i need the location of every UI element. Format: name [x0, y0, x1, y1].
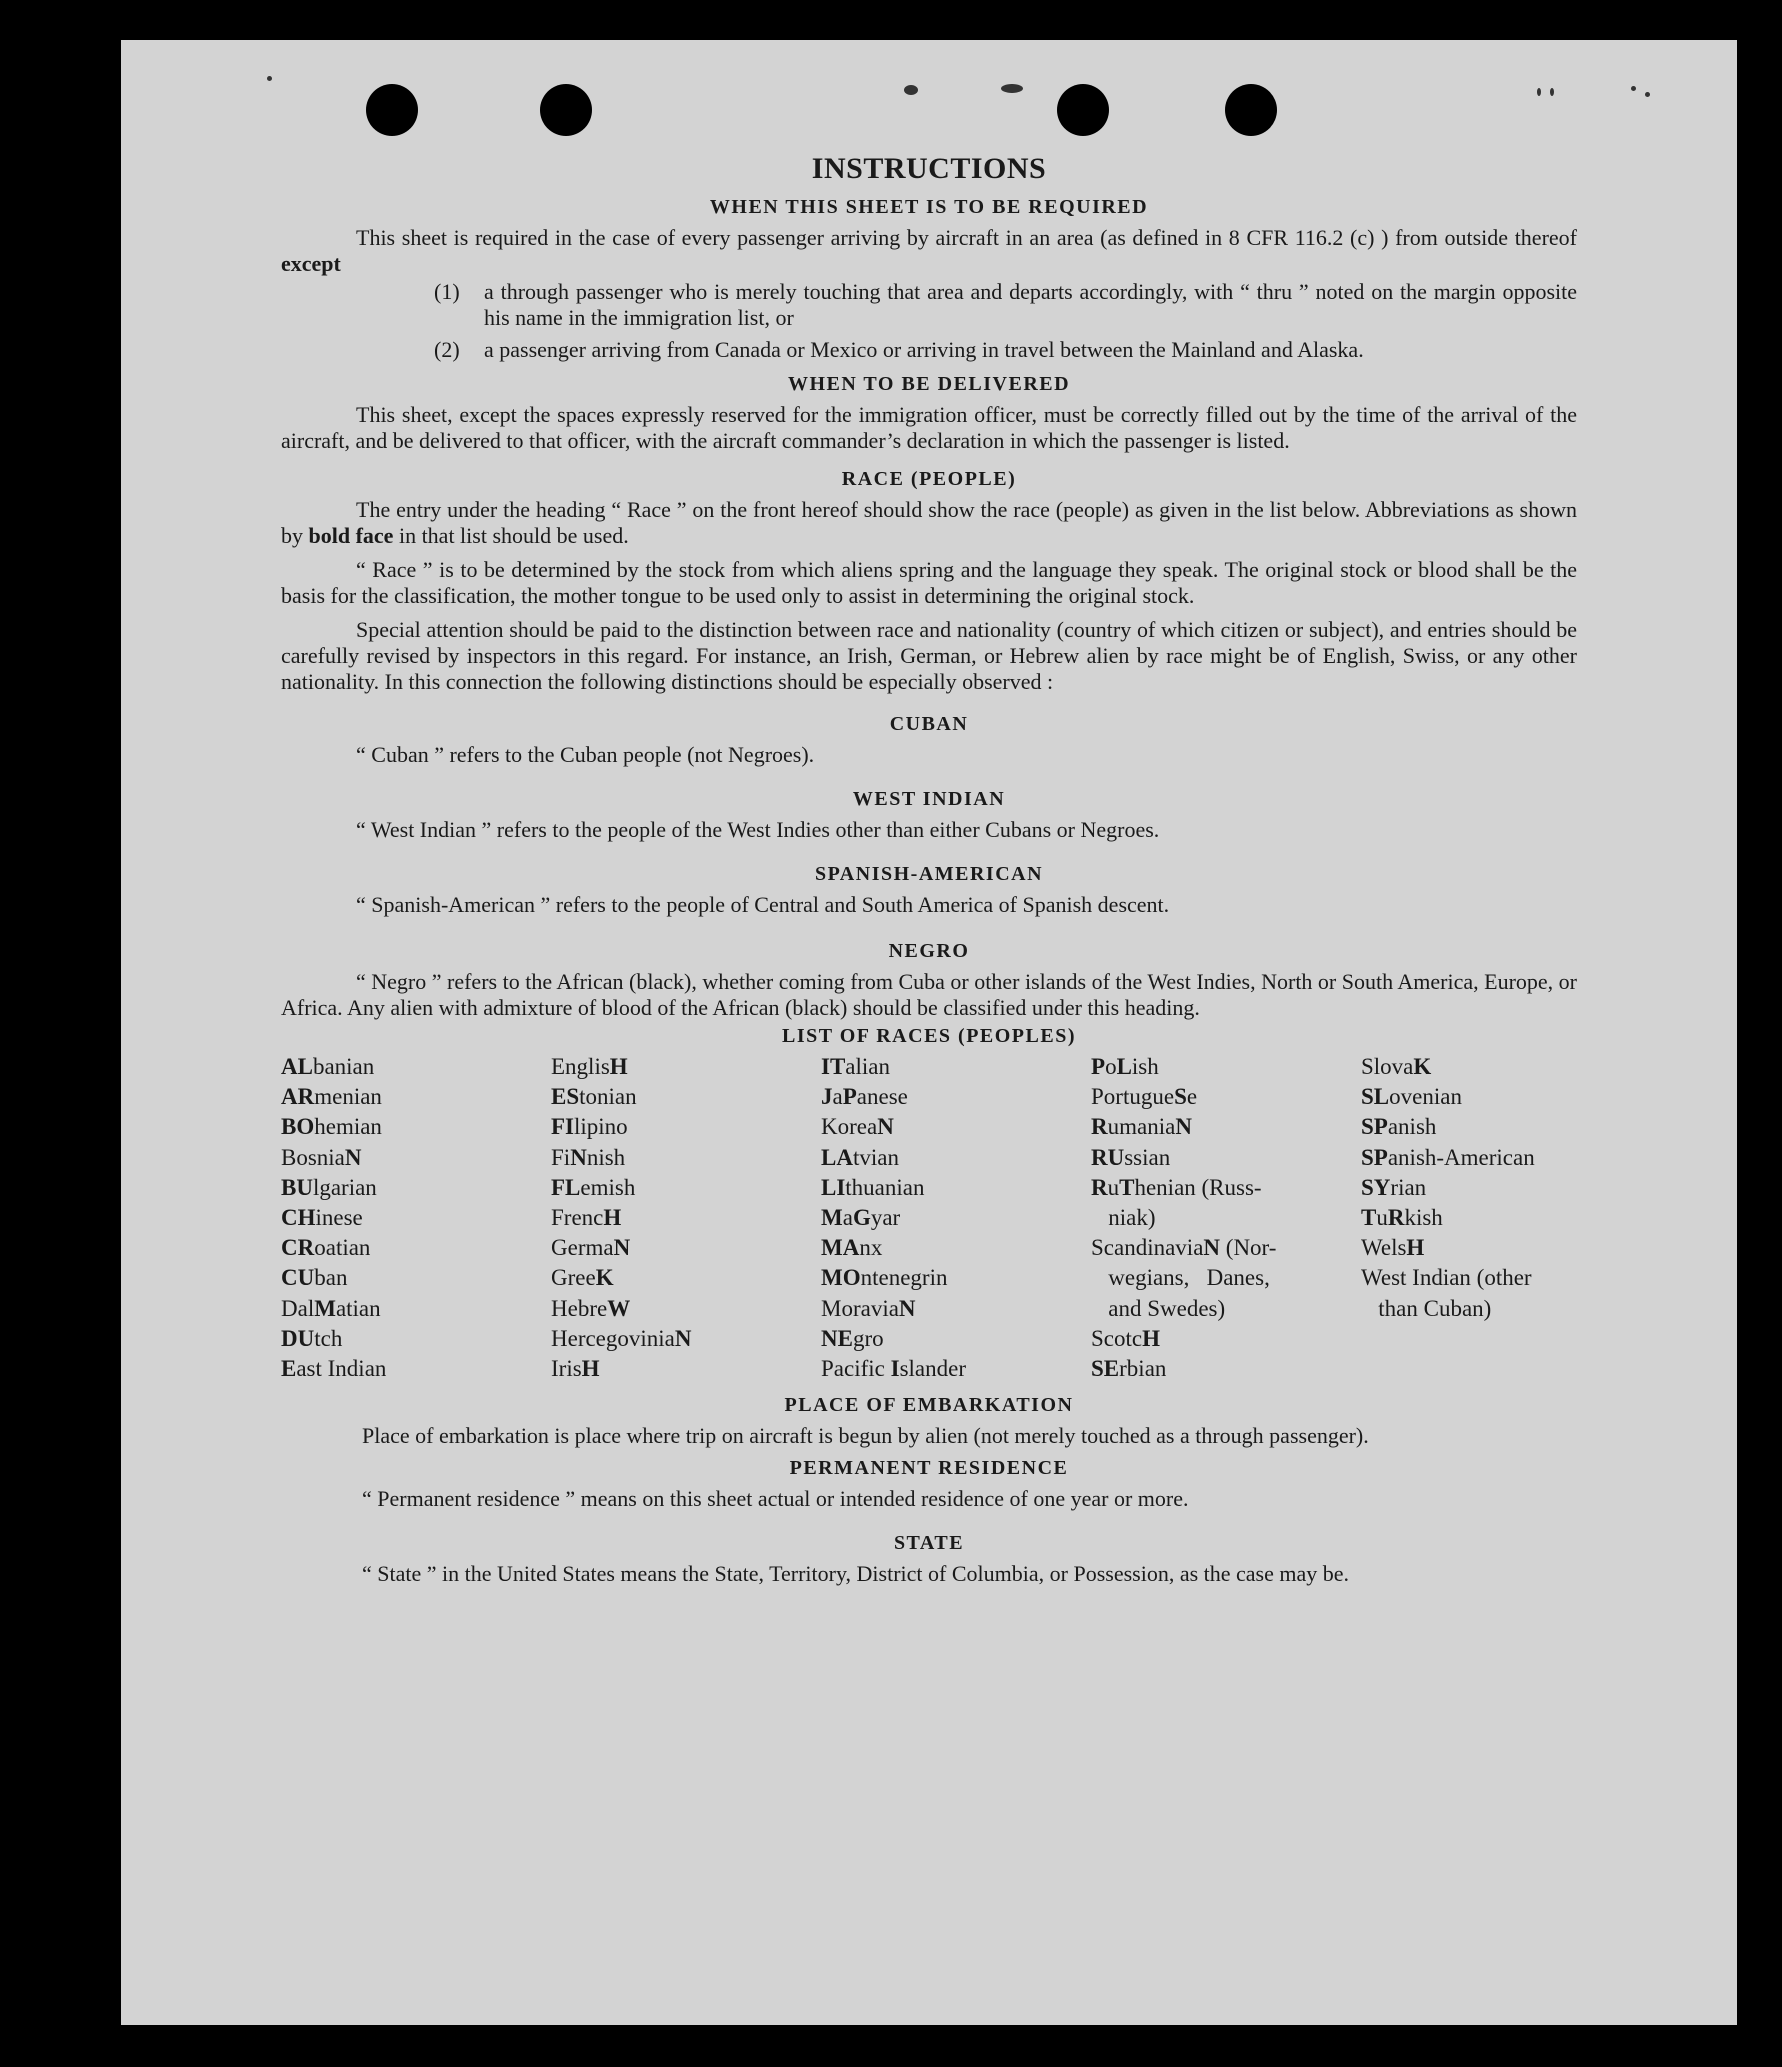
race-entry — [551, 1203, 821, 1233]
race-entry-part: I — [890, 1356, 900, 1382]
race-entry — [1091, 1324, 1361, 1354]
race-entry-part: N — [613, 1235, 631, 1261]
race-entry-part: ssian — [1124, 1144, 1171, 1170]
race-entry-part: CU — [281, 1265, 315, 1291]
race-entry — [1091, 1082, 1361, 1112]
race-entry-part: lipino — [574, 1114, 628, 1140]
race-entry-part: MA — [821, 1235, 860, 1261]
race-entry-part: CR — [281, 1235, 315, 1261]
race-entry — [551, 1173, 821, 1203]
race-entry-part: DU — [281, 1325, 315, 1351]
race-entry-part: anish-American — [1387, 1144, 1535, 1170]
race-entry-part: H — [581, 1356, 600, 1382]
race-entry-part: alian — [845, 1054, 890, 1079]
race-entry-part: ES — [551, 1084, 580, 1110]
race-entry-part: u — [1107, 1174, 1120, 1200]
race-entry-part: emish — [580, 1174, 636, 1200]
race-entry-part: H — [609, 1054, 628, 1079]
heading-when-delivered: WHEN TO BE DELIVERED — [787, 373, 1071, 395]
race-entry-part: banian — [312, 1054, 375, 1079]
race-entry — [1091, 1052, 1361, 1082]
heading-race: RACE (PEOPLE) — [841, 468, 1017, 490]
race-entry-part: H — [1142, 1325, 1160, 1351]
race-entry — [281, 1263, 551, 1293]
race-entry-part: P — [842, 1084, 857, 1110]
races-column — [281, 1052, 551, 1384]
heading-state: STATE — [893, 1532, 965, 1555]
race-entry — [281, 1324, 551, 1354]
heading-embarkation: PLACE OF EMBARKATION — [784, 1394, 1074, 1417]
punch-hole — [1057, 84, 1109, 136]
race-entry-part: Fi — [551, 1144, 571, 1170]
race-entry — [281, 1233, 551, 1263]
residence-text: “ Permanent residence ” means on this sheet actual or intended residence of one year or more. — [362, 1486, 1189, 1512]
race-entry-part: a — [832, 1084, 843, 1110]
race-entry-part: N — [570, 1144, 587, 1170]
race-entry-part: ish — [1131, 1054, 1159, 1079]
race-entry — [281, 1052, 551, 1082]
punch-hole — [366, 84, 418, 136]
race-entry — [281, 1143, 551, 1173]
race-entry-part: RU — [1091, 1144, 1125, 1170]
heading-cuban: CUBAN — [889, 713, 969, 735]
race-entry — [821, 1052, 1091, 1082]
race-entry-part: SY — [1361, 1174, 1391, 1200]
race-entry-part: nish — [586, 1144, 626, 1170]
race-entry — [1091, 1263, 1361, 1293]
condition-2-number: (2) — [434, 337, 460, 362]
race-entry-part: gro — [852, 1325, 884, 1351]
race-entry-part: Dal — [281, 1295, 315, 1321]
races-column — [1091, 1052, 1361, 1384]
spanish-american-text: “ Spanish-American ” refers to the people of Central and South America of Spanish descent. — [356, 892, 1170, 917]
race-entry-part: SP — [1361, 1144, 1388, 1170]
race-entry-part: Iris — [551, 1356, 582, 1382]
race-entry-part: E — [281, 1356, 297, 1382]
race-entry-part: K — [595, 1265, 614, 1291]
condition-2 — [434, 337, 1577, 363]
race-entry — [551, 1052, 821, 1082]
speck-mark — [267, 76, 272, 81]
race-entry-part: Englis — [551, 1054, 610, 1079]
heading-spanish-american: SPANISH-AMERICAN — [814, 863, 1044, 885]
race-entry-part: T — [1119, 1174, 1135, 1200]
race-entry-part: menian — [314, 1084, 382, 1110]
race-entry — [551, 1324, 821, 1354]
race-entry — [551, 1233, 821, 1263]
race-entry-part: FI — [551, 1114, 574, 1140]
race-entry-part: Hercegovinia — [551, 1325, 675, 1351]
race-entry-part: ntenegrin — [860, 1265, 948, 1291]
races-column — [1361, 1052, 1577, 1384]
race-entry-part: H — [603, 1205, 622, 1231]
race-entry-part: N — [344, 1144, 362, 1170]
instructions-content — [281, 152, 1577, 1587]
speck-mark — [1631, 86, 1636, 91]
race-entry — [821, 1203, 1091, 1233]
race-entry-part: rbian — [1119, 1356, 1167, 1382]
races-list — [281, 1052, 1577, 1384]
race-entry-part: ast Indian — [296, 1356, 387, 1382]
race-entry-part: o — [1105, 1054, 1117, 1079]
page-title: INSTRUCTIONS — [811, 152, 1047, 185]
race-entry-part: N — [898, 1295, 916, 1321]
when-required-except: except — [281, 251, 341, 276]
race-entry — [281, 1203, 551, 1233]
race-entry — [821, 1354, 1091, 1384]
races-column — [551, 1052, 821, 1384]
when-required-paragraph — [281, 225, 1577, 277]
race-entry — [821, 1173, 1091, 1203]
race-entry-part: R — [1091, 1114, 1108, 1140]
heading-negro: NEGRO — [888, 940, 970, 962]
race-entry-part: Slova — [1361, 1054, 1414, 1079]
race-entry — [821, 1082, 1091, 1112]
race-entry-part: ovenian — [1389, 1084, 1462, 1110]
race-entry-part: Portugue — [1091, 1084, 1175, 1110]
race-entry — [821, 1143, 1091, 1173]
speck-mark — [1550, 88, 1554, 96]
race-entry-part: hemian — [314, 1114, 382, 1140]
punch-hole — [1225, 84, 1277, 136]
state-text: “ State ” in the United States means the State, Territory, District of Columbia, or Possession, as the case may be. — [362, 1561, 1350, 1587]
race-entry-part: e — [1186, 1084, 1198, 1110]
condition-1-text: a through passenger who is merely touching that area and departs accordingly, with “ thru ” noted on the margin opposite his name in the immigration list, or — [484, 279, 1577, 330]
race-entry — [281, 1173, 551, 1203]
race-entry-part: N — [1203, 1235, 1221, 1261]
race-entry — [821, 1263, 1091, 1293]
race-entry-part: AR — [281, 1084, 315, 1110]
race-entry-part: SL — [1361, 1084, 1390, 1110]
race-entry — [551, 1143, 821, 1173]
race-entry-part: henian (Russ- — [1134, 1174, 1262, 1200]
race-entry-part: CH — [281, 1205, 316, 1231]
race-entry — [281, 1354, 551, 1384]
race-entry — [551, 1354, 821, 1384]
race-entry — [551, 1263, 821, 1293]
race-entry — [281, 1082, 551, 1112]
race-entry — [551, 1082, 821, 1112]
race-paragraph-2: “ Race ” is to be determined by the stock from which aliens spring and the language they speak. The original stock or blood shall be the basis for the classification, the mother tongue to be used only to assist in determining the original stock. — [281, 557, 1577, 608]
race-entry-part: atian — [335, 1295, 381, 1321]
race-entry-part: umania — [1107, 1114, 1176, 1140]
race-entry-part: anese — [856, 1084, 908, 1110]
race-entry — [1361, 1263, 1577, 1293]
when-delivered-paragraph: This sheet, except the spaces expressly reserved for the immigration officer, must be correctly filled out by the time of the arrival of the aircraft, and be delivered to that officer, with the aircraft commander’s declaration in which the passenger is listed. — [281, 402, 1577, 453]
heading-permanent-residence: PERMANENT RESIDENCE — [789, 1457, 1069, 1480]
race-entry-part: anish — [1387, 1114, 1437, 1140]
race-entry — [1091, 1354, 1361, 1384]
races-column — [821, 1052, 1091, 1384]
race-entry-part: Gree — [551, 1265, 596, 1291]
race-entry-part: R — [1091, 1174, 1108, 1200]
race-entry-part: H — [1406, 1235, 1425, 1261]
race-entry — [1091, 1294, 1361, 1324]
heading-west-indian: WEST INDIAN — [852, 788, 1006, 810]
race-entry-part: Bosnia — [281, 1144, 345, 1170]
race-entry-part: rian — [1390, 1174, 1427, 1200]
race-entry — [551, 1112, 821, 1142]
race-entry-part: LI — [821, 1174, 846, 1200]
speck-mark — [1645, 92, 1650, 97]
negro-text: “ Negro ” refers to the African (black), whether coming from Cuba or other islands of the West Indies, North or South America, Europe, or Africa. Any alien with admixture of blood of the African (black) should be classified under this heading. — [281, 969, 1577, 1020]
cuban-text: “ Cuban ” refers to the Cuban people (not Negroes). — [356, 742, 815, 767]
race-entry-part: (Nor- — [1220, 1235, 1277, 1261]
race-entry-part: Wels — [1361, 1235, 1407, 1261]
race-entry — [1361, 1082, 1577, 1112]
race-entry-part: N — [674, 1325, 692, 1351]
race-entry-part: MO — [821, 1265, 861, 1291]
race-entry — [1361, 1294, 1577, 1324]
race-entry-part: P — [1091, 1054, 1106, 1079]
race-p1-start: The entry under the heading “ Race ” on the front hereof should show the race (people) as given in the list below. Abbreviations as shown by — [281, 497, 1577, 548]
when-required-intro: This sheet is required in the case of every passenger arriving by aircraft in an area (as defined in 8 CFR 116.2 (c) ) from outside thereof — [356, 225, 1577, 250]
race-entry-part: K — [1413, 1054, 1432, 1079]
race-entry — [1361, 1173, 1577, 1203]
race-entry-part: M — [314, 1295, 336, 1321]
race-entry-part: tonian — [579, 1084, 637, 1110]
race-entry-part: T — [1361, 1205, 1377, 1231]
heading-when-required: WHEN THIS SHEET IS TO BE REQUIRED — [709, 196, 1149, 218]
race-entry-part: ban — [314, 1265, 348, 1291]
race-entry-part: yar — [870, 1205, 901, 1231]
race-entry-part: slander — [899, 1356, 966, 1382]
race-p1-bold: bold face — [308, 523, 394, 548]
race-entry — [551, 1294, 821, 1324]
race-entry — [821, 1324, 1091, 1354]
race-entry — [821, 1112, 1091, 1142]
punch-hole — [540, 84, 592, 136]
speck-mark — [1537, 88, 1541, 96]
race-entry-part: inese — [315, 1205, 363, 1231]
race-entry-part: G — [852, 1205, 871, 1231]
race-entry-part: Pacific — [821, 1356, 891, 1382]
race-entry-part: Hebre — [551, 1295, 608, 1321]
race-entry-part: Scotc — [1091, 1325, 1143, 1351]
condition-1-number: (1) — [434, 279, 460, 304]
race-entry-part: BO — [281, 1114, 315, 1140]
race-entry-part: N — [1175, 1114, 1192, 1140]
race-entry-part: IT — [821, 1054, 846, 1079]
race-entry-part: kish — [1404, 1205, 1443, 1231]
race-entry-part: u — [1376, 1205, 1388, 1231]
race-entry-part: niak) — [1091, 1205, 1156, 1231]
race-entry-part: thuanian — [845, 1174, 925, 1200]
race-entry-part: lgarian — [312, 1174, 377, 1200]
document-sheet — [121, 40, 1737, 2025]
race-entry — [1361, 1143, 1577, 1173]
condition-2-text: a passenger arriving from Canada or Mexico or arriving in travel between the Mainland and Alaska. — [484, 337, 1364, 362]
race-entry-part: Frenc — [551, 1205, 604, 1231]
race-entry-part: LA — [821, 1144, 853, 1170]
race-entry-part: wegians, Danes, — [1091, 1265, 1270, 1291]
race-entry-part: NE — [821, 1325, 853, 1351]
speck-mark — [904, 85, 918, 95]
race-entry-part: AL — [281, 1054, 313, 1079]
race-entry — [281, 1294, 551, 1324]
race-entry — [1361, 1112, 1577, 1142]
heading-list-of-races: LIST OF RACES (PEOPLES) — [781, 1025, 1076, 1047]
race-entry — [1091, 1203, 1361, 1233]
speck-mark — [1001, 84, 1023, 93]
race-entry-part: Scandinavia — [1091, 1235, 1204, 1261]
race-entry-part: SP — [1361, 1114, 1388, 1140]
race-entry-part: FL — [551, 1174, 581, 1200]
race-entry-part: R — [1387, 1205, 1405, 1231]
embarkation-text: Place of embarkation is place where trip on aircraft is begun by alien (not merely touched as a through passenger). — [362, 1423, 1369, 1449]
race-entry-part: M — [821, 1205, 843, 1231]
race-entry-part: Moravia — [821, 1295, 899, 1321]
race-entry-part: West Indian (other — [1361, 1265, 1532, 1291]
race-entry-part: tvian — [852, 1144, 899, 1170]
race-entry — [1091, 1112, 1361, 1142]
race-entry — [821, 1294, 1091, 1324]
race-entry-part: BU — [281, 1174, 313, 1200]
race-entry — [1361, 1052, 1577, 1082]
race-paragraph-1 — [281, 497, 1577, 549]
race-entry-part: SE — [1091, 1356, 1120, 1382]
race-entry-part: nx — [859, 1235, 883, 1261]
race-p1-end: in that list should be used. — [398, 523, 629, 548]
race-entry-part: Germa — [551, 1235, 614, 1261]
race-entry-part: oatian — [314, 1235, 371, 1261]
race-entry-part: than Cuban) — [1361, 1295, 1492, 1321]
race-entry — [1361, 1203, 1577, 1233]
race-entry-part: S — [1174, 1084, 1187, 1110]
race-entry-part: W — [607, 1295, 631, 1321]
race-entry — [1091, 1143, 1361, 1173]
race-entry — [281, 1112, 551, 1142]
condition-1 — [434, 279, 1577, 331]
race-entry-part: a — [842, 1205, 853, 1231]
race-paragraph-3: Special attention should be paid to the distinction between race and nationality (country of which citizen or subject), and entries should be carefully revised by inspectors in this regard. For instance, an Irish, German, or Hebrew alien by race might be of English, Swiss, or any other nationality. In this connection the following distinctions should be especially observed : — [281, 617, 1577, 694]
race-entry-part: N — [877, 1114, 894, 1140]
race-entry-part: Korea — [821, 1114, 878, 1140]
race-entry — [821, 1233, 1091, 1263]
west-indian-text: “ West Indian ” refers to the people of the West Indies other than either Cubans or Negroes. — [356, 817, 1160, 842]
race-entry-part: L — [1116, 1054, 1132, 1079]
race-entry — [1091, 1173, 1361, 1203]
race-entry-part: tch — [314, 1325, 343, 1351]
race-entry-part: J — [821, 1084, 833, 1110]
race-entry — [1361, 1233, 1577, 1263]
race-entry — [1091, 1233, 1361, 1263]
race-entry-part: and Swedes) — [1091, 1295, 1226, 1321]
